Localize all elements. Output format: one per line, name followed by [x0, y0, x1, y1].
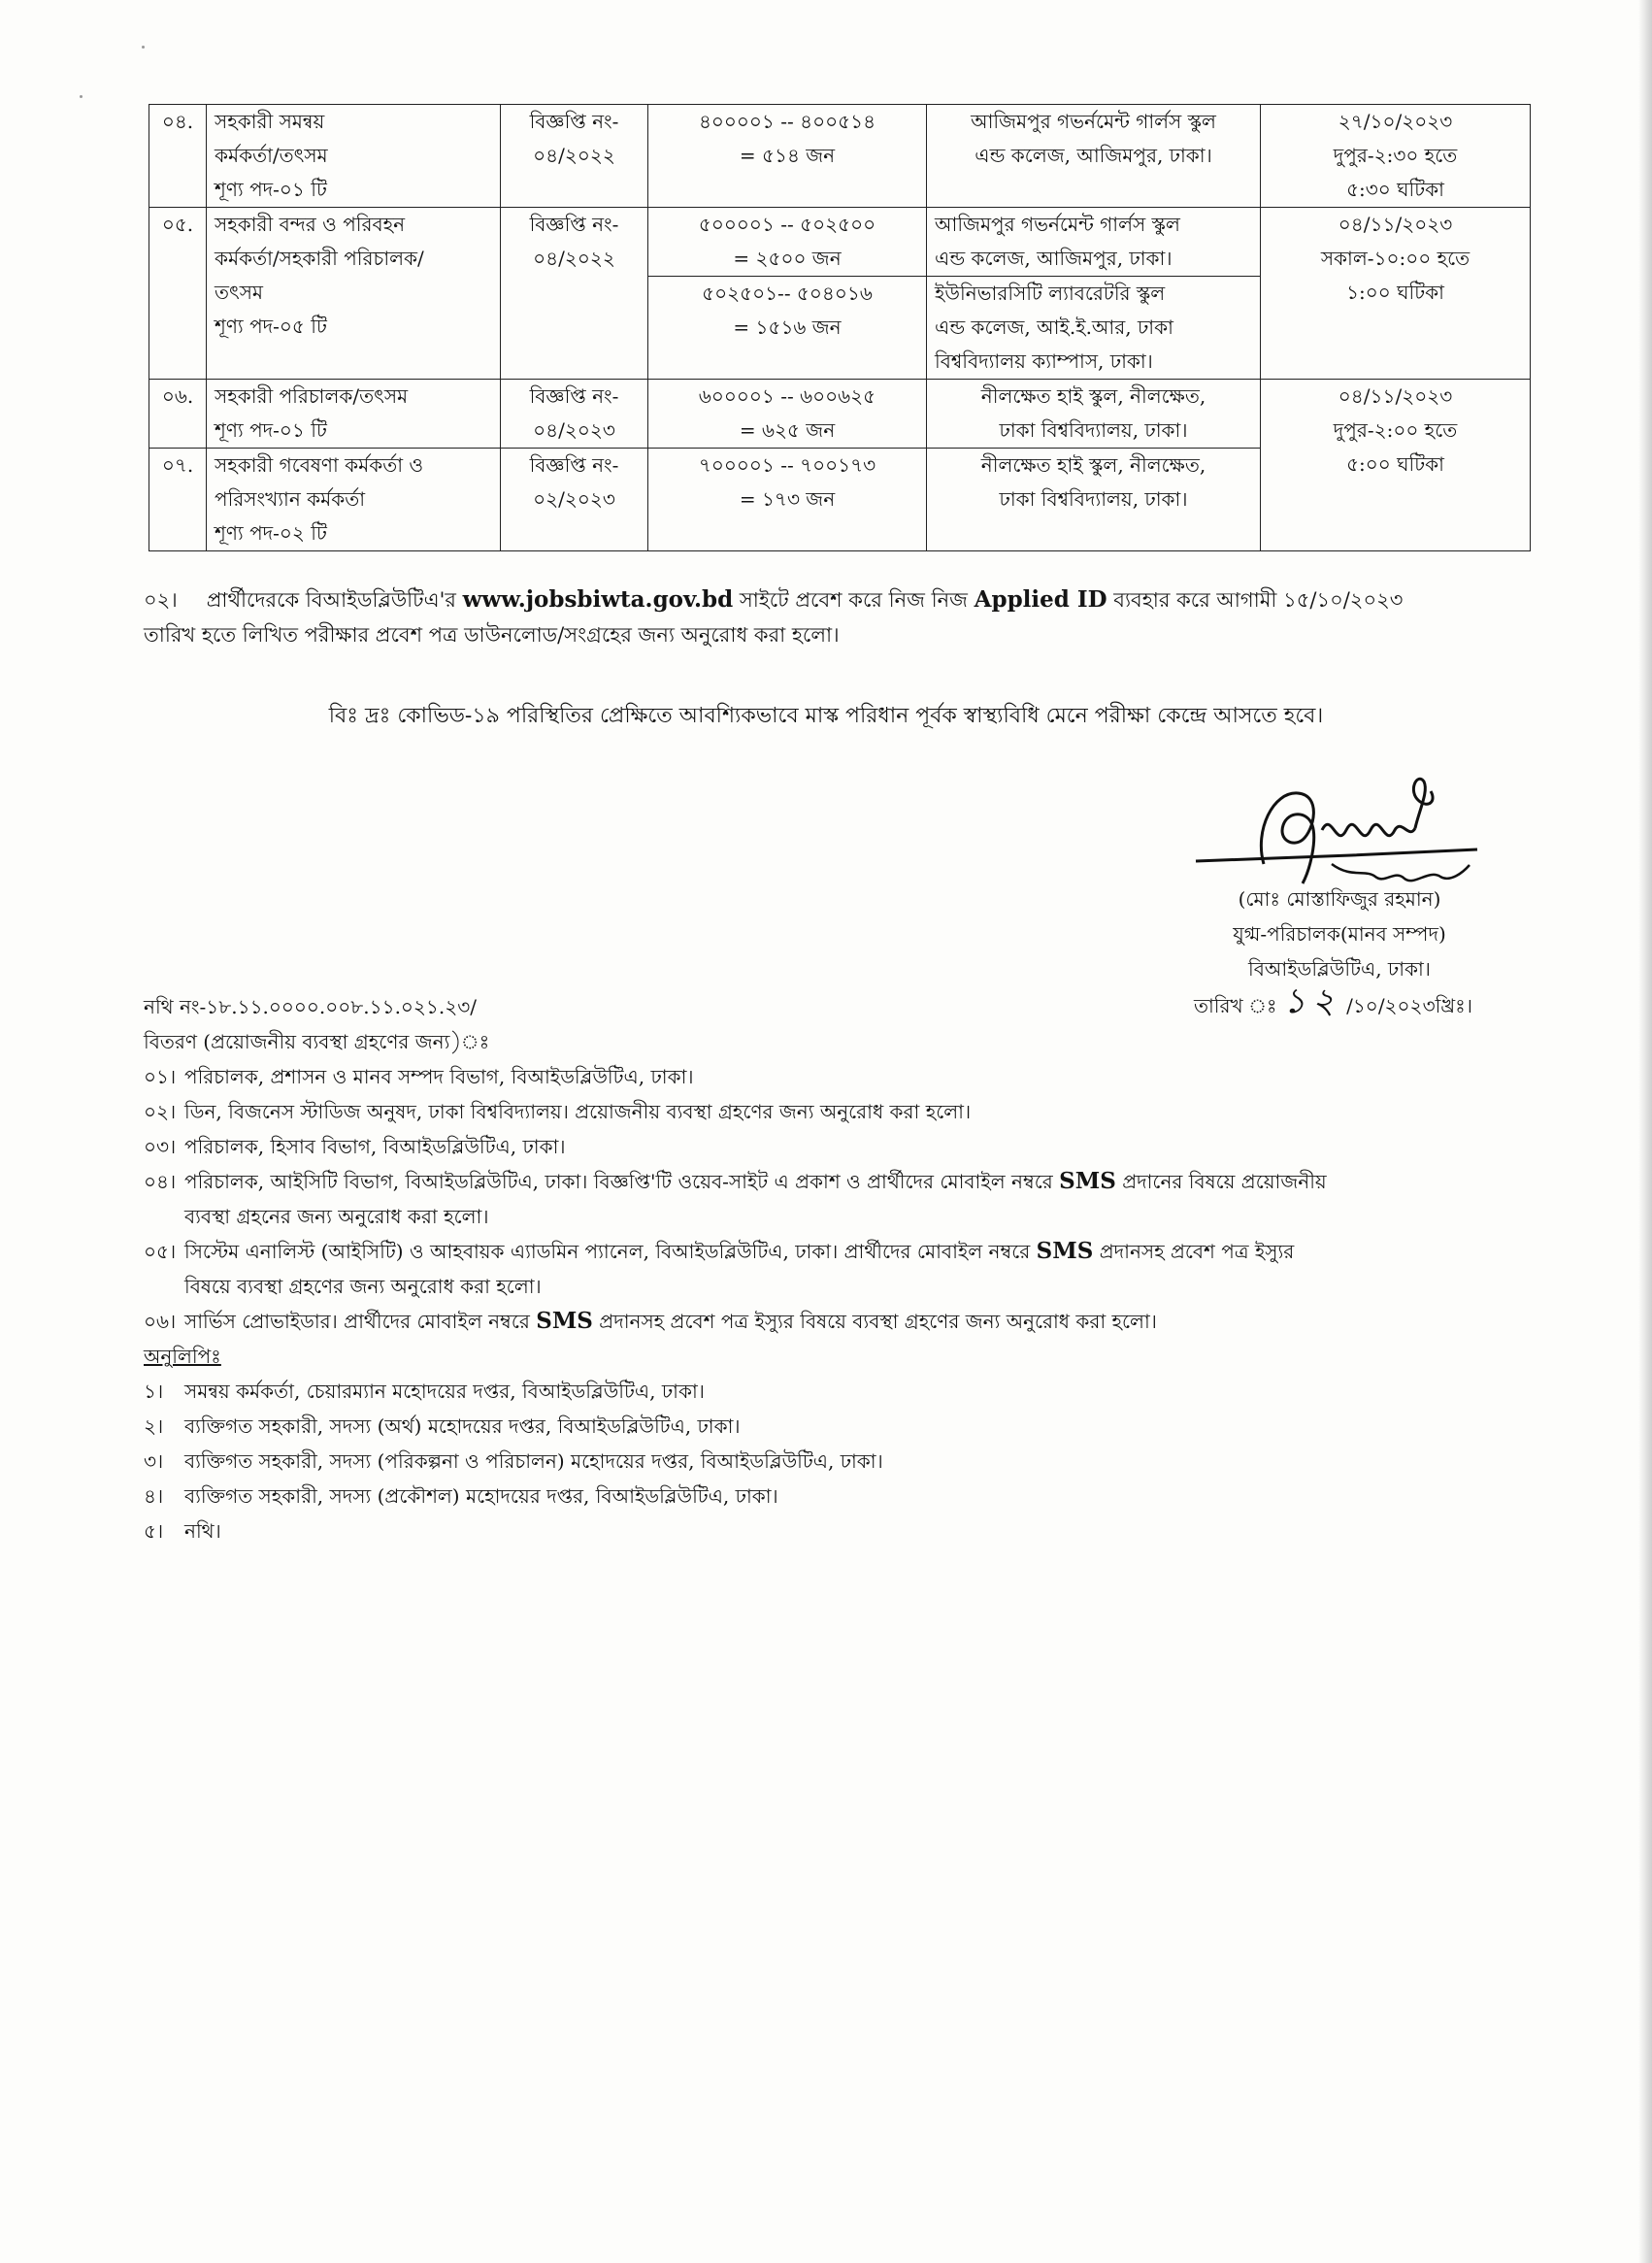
memo-number: নথি নং-১৮.১১.০০০০.০০৮.১১.০২১.২৩/ — [144, 995, 478, 1018]
post-cell: সহকারী পরিচালক/তৎসম শূণ্য পদ-০১ টি — [207, 380, 501, 449]
venue-cell: ইউনিভারসিটি ল্যাবরেটরি স্কুল এন্ড কলেজ, আই.ই.আর, ঢাকা বিশ্ববিদ্যালয় ক্যাম্পাস, ঢাকা। — [927, 277, 1261, 380]
list-item-text: নথি। — [184, 1519, 221, 1543]
distribution-heading: বিতরণ (প্রয়োজনীয় ব্যবস্থা গ্রহণের জন্য)ঃ — [144, 1030, 490, 1053]
applied-id-text: Applied ID — [974, 586, 1107, 613]
list-item-text: ব্যক্তিগত সহকারী, সদস্য (প্রকৌশল) মহোদয়ের দপ্তর, বিআইডব্লিউটিএ, ঢাকা। — [184, 1484, 778, 1508]
paragraph-number: ০২। — [144, 588, 178, 612]
signatory-block — [1155, 882, 1524, 986]
list-item-number: ৩। — [144, 1449, 164, 1473]
list-item-number: ০৬। — [144, 1310, 177, 1333]
list-item — [144, 1059, 1541, 1094]
serial-cell: ০৫. — [149, 208, 207, 380]
serial-cell: ০৬. — [149, 380, 207, 449]
issue-date — [1194, 984, 1472, 1023]
post-cell: সহকারী বন্দর ও পরিবহন কর্মকর্তা/সহকারী পরিচালক/ তৎসম শূণ্য পদ-০৫ টি — [207, 208, 501, 380]
table-row — [149, 380, 1531, 449]
list-item-text: প্রদানসহ প্রবেশ পত্র ইস্যুর — [1099, 1240, 1295, 1263]
list-item — [144, 1234, 1541, 1304]
list-item-number: ০৪। — [144, 1170, 177, 1193]
roll-range-cell: ৬০০০০১ -- ৬০০৬২৫ = ৬২৫ জন — [648, 380, 927, 449]
sms-text: SMS — [1036, 1238, 1094, 1264]
list-item-text: সিস্টেম এনালিস্ট (আইসিটি) ও আহবায়ক এ্যাডমিন প্যানেল, বিআইডব্লিউটিএ, ঢাকা। প্রার্থীদের মোবাইল নম্বরে — [184, 1240, 1031, 1263]
list-item-text: পরিচালক, আইসিটি বিভাগ, বিআইডব্লিউটিএ, ঢাকা। বিজ্ঞপ্তি'টি ওয়েব-সাইট এ প্রকাশ ও প্রার্থীদের মোবাইল নম্বরে — [184, 1170, 1053, 1193]
list-item — [144, 1514, 1541, 1548]
list-item-text: প্রদানের বিষয়ে প্রয়োজনীয় — [1122, 1170, 1327, 1193]
list-item-number: ২। — [144, 1414, 164, 1438]
list-item-text: ব্যক্তিগত সহকারী, সদস্য (পরিকল্পনা ও পরিচালন) মহোদয়ের দপ্তর, বিআইডব্লিউটিএ, ঢাকা। — [184, 1449, 883, 1473]
post-cell: সহকারী গবেষণা কর্মকর্তা ও পরিসংখ্যান কর্মকর্তা শূণ্য পদ-০২ টি — [207, 449, 501, 551]
circular-cell: বিজ্ঞপ্তি নং- ০৪/২০২২ — [501, 208, 648, 380]
venue-cell: আজিমপুর গভর্নমেন্ট গার্লস স্কুল এন্ড কলেজ, আজিমপুর, ঢাকা। — [927, 105, 1261, 208]
exam-schedule-table — [149, 104, 1531, 551]
list-item — [144, 1164, 1541, 1234]
list-item-text: পরিচালক, প্রশাসন ও মানব সম্পদ বিভাগ, বিআইডব্লিউটিএ, ঢাকা। — [184, 1065, 694, 1088]
list-item-number: ৪। — [144, 1484, 164, 1508]
circular-cell: বিজ্ঞপ্তি নং- ০২/২০২৩ — [501, 449, 648, 551]
scan-page-edge — [1638, 0, 1652, 2263]
list-item — [144, 1094, 1541, 1129]
covid-note: বিঃ দ্রঃ কোভিড-১৯ পরিস্থিতির প্রেক্ষিতে আবশ্যিকভাবে মাস্ক পরিধান পূর্বক স্বাস্থ্যবিধি মেনে পরীক্ষা কেন্দ্রে আসতে হবে। — [328, 704, 1324, 728]
signatory-name: (মোঃ মোস্তাফিজুর রহমান) — [1238, 887, 1441, 911]
sms-text: SMS — [1059, 1168, 1116, 1194]
list-item-text: ব্যক্তিগত সহকারী, সদস্য (অর্থ) মহোদয়ের দপ্তর, বিআইডব্লিউটিএ, ঢাকা। — [184, 1414, 741, 1438]
signatory-designation: যুগ্ম-পরিচালক(মানব সম্পদ) — [1233, 922, 1446, 946]
handwritten-date-day: ১২ — [1282, 982, 1340, 1021]
website-link[interactable]: www.jobsbiwta.gov.bd — [462, 586, 734, 613]
venue-cell: নীলক্ষেত হাই স্কুল, নীলক্ষেত, ঢাকা বিশ্ববিদ্যালয়, ঢাকা। — [927, 380, 1261, 449]
circular-cell: বিজ্ঞপ্তি নং- ০৪/২০২২ — [501, 105, 648, 208]
post-cell: সহকারী সমন্বয় কর্মকর্তা/তৎসম শূণ্য পদ-০১ টি — [207, 105, 501, 208]
list-item — [144, 1409, 1541, 1444]
list-item-text: ডিন, বিজনেস স্টাডিজ অনুষদ, ঢাকা বিশ্ববিদ্যালয়। প্রয়োজনীয় ব্যবস্থা গ্রহণের জন্য অনুরোধ করা হলো। — [184, 1100, 972, 1123]
list-item — [144, 1304, 1541, 1339]
roll-range-cell: ৫০০০০১ -- ৫০২৫০০ = ২৫০০ জন — [648, 208, 927, 277]
serial-cell: ০৭. — [149, 449, 207, 551]
table-row — [149, 105, 1531, 208]
serial-cell: ০৪. — [149, 105, 207, 208]
paragraph-text-line2: তারিখ হতে লিখিত পরীক্ষার প্রবেশ পত্র ডাউনলোড/সংগ্রহের জন্য অনুরোধ করা হলো। — [144, 623, 840, 647]
exam-time-cell: ২৭/১০/২০২৩ দুপুর-২:৩০ হতে ৫:৩০ ঘটিকা — [1261, 105, 1531, 208]
list-item-number: ০২। — [144, 1100, 177, 1123]
date-suffix: /১০/২০২৩খ্রিঃ। — [1346, 994, 1472, 1017]
exam-time-cell: ০৪/১১/২০২৩ সকাল-১০:০০ হতে ১:০০ ঘটিকা — [1261, 208, 1531, 380]
distribution-list — [144, 1024, 1541, 1548]
sms-text: SMS — [536, 1308, 593, 1334]
roll-range-cell: ৭০০০০১ -- ৭০০১৭৩ = ১৭৩ জন — [648, 449, 927, 551]
list-item — [144, 1129, 1541, 1164]
exam-time-cell: ০৪/১১/২০২৩ দুপুর-২:০০ হতে ৫:০০ ঘটিকা — [1261, 380, 1531, 551]
scan-speck — [142, 46, 145, 49]
paragraph-text: সাইটে প্রবেশ করে নিজ নিজ — [739, 588, 968, 612]
scan-speck — [80, 95, 83, 98]
instruction-paragraph — [144, 582, 1541, 652]
list-item-text: বিষয়ে ব্যবস্থা গ্রহণের জন্য অনুরোধ করা হলো। — [184, 1275, 542, 1298]
date-label: তারিখ ঃ — [1194, 994, 1277, 1017]
copies-heading: অনুলিপিঃ — [144, 1345, 221, 1368]
list-item-text: ব্যবস্থা গ্রহনের জন্য অনুরোধ করা হলো। — [184, 1205, 489, 1228]
list-item-number: ০৩। — [144, 1135, 177, 1158]
signatory-office: বিআইডব্লিউটিএ, ঢাকা। — [1248, 957, 1431, 981]
list-item — [144, 1374, 1541, 1409]
table-row — [149, 208, 1531, 277]
list-item-text: পরিচালক, হিসাব বিভাগ, বিআইডব্লিউটিএ, ঢাকা। — [184, 1135, 566, 1158]
list-item — [144, 1479, 1541, 1514]
list-item-number: ০৫। — [144, 1240, 177, 1263]
list-item-text: সমন্বয় কর্মকর্তা, চেয়ারম্যান মহোদয়ের দপ্তর, বিআইডব্লিউটিএ, ঢাকা। — [184, 1380, 705, 1403]
list-item-number: ৫। — [144, 1519, 164, 1543]
venue-cell: নীলক্ষেত হাই স্কুল, নীলক্ষেত, ঢাকা বিশ্ববিদ্যালয়, ঢাকা। — [927, 449, 1261, 551]
paragraph-text: প্রার্থীদেরকে বিআইডব্লিউটিএ'র — [206, 588, 456, 612]
paragraph-text: ব্যবহার করে আগামী ১৫/১০/২০২৩ — [1113, 588, 1404, 612]
roll-range-cell: ৪০০০০১ -- ৪০০৫১৪ = ৫১৪ জন — [648, 105, 927, 208]
list-item-text: সার্ভিস প্রোভাইডার। প্রার্থীদের মোবাইল নম্বরে — [184, 1310, 530, 1333]
list-item-text: প্রদানসহ প্রবেশ পত্র ইস্যুর বিষয়ে ব্যবস্থা গ্রহণের জন্য অনুরোধ করা হলো। — [599, 1310, 1157, 1333]
list-item — [144, 1444, 1541, 1479]
list-item-number: ০১। — [144, 1065, 177, 1088]
roll-range-cell: ৫০২৫০১-- ৫০৪০১৬ = ১৫১৬ জন — [648, 277, 927, 380]
circular-cell: বিজ্ঞপ্তি নং- ০৪/২০২৩ — [501, 380, 648, 449]
list-item-number: ১। — [144, 1380, 164, 1403]
venue-cell: আজিমপুর গভর্নমেন্ট গার্লস স্কুল এন্ড কলেজ, আজিমপুর, ঢাকা। — [927, 208, 1261, 277]
